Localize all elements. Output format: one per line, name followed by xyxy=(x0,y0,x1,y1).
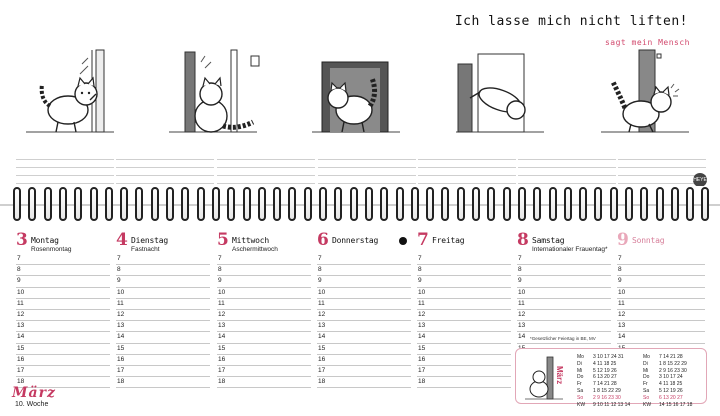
hour-row: 18 xyxy=(116,377,210,388)
spiral-ring xyxy=(44,187,52,221)
mini-calendar-row xyxy=(643,368,692,375)
hour-row: 11 xyxy=(517,299,611,310)
hour-row: 7 xyxy=(517,254,611,265)
hour-row: 15 xyxy=(317,344,411,355)
hour-row: 13 xyxy=(417,321,511,332)
weekday-label: Mi xyxy=(643,367,649,374)
weekday-label: Fr xyxy=(577,381,582,388)
spiral-ring xyxy=(319,187,327,221)
weekday-label: Do xyxy=(577,374,584,381)
hour-row: 8 xyxy=(16,265,110,276)
hour-row: 9 xyxy=(16,276,110,287)
hour-row: 17 xyxy=(217,366,311,377)
weekday-label: Sa xyxy=(577,387,584,394)
spiral-ring xyxy=(487,187,495,221)
hour-row: 17 xyxy=(116,366,210,377)
hour-row: 10 xyxy=(617,288,705,299)
day-number: 7 xyxy=(417,230,429,250)
cat-sitting-at-door-illustration xyxy=(165,44,261,142)
mini-calendar-row xyxy=(643,395,692,402)
spiral-ring xyxy=(212,187,220,221)
spiral-ring xyxy=(288,187,296,221)
week-label: 10. Woche xyxy=(15,401,49,408)
writing-lines-5 xyxy=(418,152,516,184)
hour-row: 11 xyxy=(617,299,705,310)
date-values: 1 8 15 22 29 xyxy=(593,387,621,394)
spiral-ring xyxy=(365,187,373,221)
comic-panel-2 xyxy=(165,44,261,142)
comic-subtitle: sagt mein Mensch xyxy=(604,38,690,47)
day-note: Fastnacht xyxy=(131,246,160,253)
hour-row: 17 xyxy=(16,366,110,377)
weekday-label: Mo xyxy=(643,354,650,360)
spiral-ring xyxy=(334,187,342,221)
mini-calendar-row xyxy=(643,381,692,388)
spiral-ring xyxy=(656,187,664,221)
spiral-ring xyxy=(564,187,572,221)
hour-row: 18 xyxy=(317,377,411,388)
date-values: 5 12 19 26 xyxy=(659,387,683,394)
hour-row: 18 xyxy=(16,377,110,388)
hour-row: 14 xyxy=(417,332,511,343)
mini-calendar-row xyxy=(643,374,692,381)
spiral-ring xyxy=(197,187,205,221)
hour-row: 10 xyxy=(317,288,411,299)
spiral-ring xyxy=(258,187,266,221)
hour-row: 13 xyxy=(517,321,611,332)
date-values: 3 10 17 24 xyxy=(659,374,683,381)
writing-lines-6 xyxy=(518,152,616,184)
date-values: 4 11 18 25 xyxy=(593,360,617,367)
hour-row: 15 xyxy=(16,344,110,355)
day-number: 9 xyxy=(617,230,629,250)
weekday-label: KW xyxy=(577,401,586,408)
spiral-ring xyxy=(74,187,82,221)
mini-calendar-row xyxy=(577,374,630,381)
date-values: 4 11 18 25 xyxy=(659,381,683,388)
hour-row: 16 xyxy=(116,355,210,366)
hour-row: 10 xyxy=(217,288,311,299)
hour-row: 8 xyxy=(317,265,411,276)
hour-row: 12 xyxy=(16,310,110,321)
hour-row: 16 xyxy=(317,355,411,366)
hour-row: 12 xyxy=(617,310,705,321)
spiral-ring xyxy=(166,187,174,221)
date-values: 6 13 20 27 xyxy=(659,394,683,401)
weekday-label: Mo xyxy=(577,354,584,360)
comic-panel-4 xyxy=(452,44,548,142)
spiral-binding xyxy=(0,186,720,224)
hour-row: 11 xyxy=(417,299,511,310)
hour-list xyxy=(217,254,311,388)
hour-list xyxy=(317,254,411,388)
mini-calendar-month-label: März xyxy=(555,366,564,385)
spiral-ring xyxy=(610,187,618,221)
day-name: Montag xyxy=(31,236,59,245)
hour-row: 8 xyxy=(617,265,705,276)
spiral-ring xyxy=(227,187,235,221)
hour-row: 16 xyxy=(417,355,511,366)
hour-row: 14 xyxy=(217,332,311,343)
hour-row: 9 xyxy=(317,276,411,287)
spiral-ring xyxy=(396,187,404,221)
spiral-ring xyxy=(304,187,312,221)
spiral-ring xyxy=(533,187,541,221)
date-values: 7 14 21 28 xyxy=(593,381,617,388)
spiral-ring xyxy=(181,187,189,221)
weekday-label: Di xyxy=(577,360,582,367)
hour-row: 15 xyxy=(217,344,311,355)
day-name: Samstag xyxy=(532,236,565,245)
weekday-label: Di xyxy=(643,360,648,367)
spiral-ring xyxy=(90,187,98,221)
hour-row: 18 xyxy=(417,377,511,388)
writing-lines-3 xyxy=(217,152,315,184)
hour-row: 7 xyxy=(217,254,311,265)
hour-list xyxy=(116,254,210,388)
hour-row: 14 xyxy=(317,332,411,343)
hour-row: 7 xyxy=(317,254,411,265)
spiral-ring xyxy=(28,187,36,221)
hour-row: 10 xyxy=(517,288,611,299)
spiral-ring xyxy=(640,187,648,221)
spiral-ring xyxy=(13,187,21,221)
hour-row: 14 xyxy=(517,332,611,343)
hour-list xyxy=(617,254,705,355)
hour-list xyxy=(417,254,511,388)
cat-lying-in-elevator-illustration xyxy=(452,44,548,142)
brand-badge: HEYE xyxy=(693,173,707,187)
hour-row: 8 xyxy=(116,265,210,276)
day-number: 3 xyxy=(16,230,28,250)
hour-row: 16 xyxy=(16,355,110,366)
day-number: 4 xyxy=(116,230,128,250)
hour-row: 12 xyxy=(317,310,411,321)
day-note: Rosenmontag xyxy=(31,246,72,253)
comic-panel-1 xyxy=(22,44,118,142)
writing-lines-2 xyxy=(116,152,214,184)
comic-panel-3 xyxy=(308,44,404,142)
date-values: 2 9 16 23 30 xyxy=(593,394,621,401)
spiral-ring xyxy=(472,187,480,221)
mini-calendar-row xyxy=(577,354,630,361)
date-values: 5 12 19 26 xyxy=(593,367,617,374)
spiral-ring xyxy=(59,187,67,221)
day-name: Sonntag xyxy=(632,236,665,245)
hour-row: 7 xyxy=(116,254,210,265)
comic-strip xyxy=(0,0,720,186)
hour-list xyxy=(16,254,110,388)
writing-lines-1 xyxy=(16,152,114,184)
hour-row: 10 xyxy=(417,288,511,299)
hour-row: 16 xyxy=(217,355,311,366)
hour-row: 10 xyxy=(116,288,210,299)
spiral-ring xyxy=(671,187,679,221)
spiral-ring xyxy=(625,187,633,221)
day-number: 5 xyxy=(217,230,229,250)
hour-row: 12 xyxy=(217,310,311,321)
hour-row: 12 xyxy=(116,310,210,321)
date-values: 6 13 20 27 xyxy=(593,374,617,381)
spiral-ring xyxy=(594,187,602,221)
hour-row: 7 xyxy=(617,254,705,265)
mini-calendar-row xyxy=(577,395,630,402)
date-values: 7 14 21 28 xyxy=(659,354,683,360)
weekday-label: So xyxy=(643,394,650,401)
spiral-ring xyxy=(549,187,557,221)
mini-calendar-row xyxy=(643,402,692,409)
comic-title: Ich lasse mich nicht liften! xyxy=(454,14,688,29)
hour-row: 17 xyxy=(417,366,511,377)
mini-calendar-row xyxy=(577,402,630,409)
date-values: 1 8 15 22 29 xyxy=(659,360,687,367)
hour-row: 10 xyxy=(16,288,110,299)
month-label: März xyxy=(12,385,56,401)
hour-row: 11 xyxy=(116,299,210,310)
comic-panel-5 xyxy=(597,44,693,142)
weekday-label: Fr xyxy=(643,381,648,388)
day-note: Aschermittwoch xyxy=(232,246,278,253)
mini-calendar-row xyxy=(577,388,630,395)
date-values: 3 10 17 24 31 xyxy=(593,354,624,360)
hour-row: 14 xyxy=(16,332,110,343)
holiday-footnote: *Gesetzlicher Feiertag in BE, MV xyxy=(530,336,596,341)
hour-row: 13 xyxy=(617,321,705,332)
hour-row: 9 xyxy=(417,276,511,287)
hour-row: 18 xyxy=(217,377,311,388)
hour-row: 9 xyxy=(517,276,611,287)
hour-row: 15 xyxy=(116,344,210,355)
hour-row: 7 xyxy=(16,254,110,265)
mini-calendar-april xyxy=(643,354,692,408)
spiral-ring xyxy=(350,187,358,221)
mini-calendar-row xyxy=(577,381,630,388)
hour-row: 9 xyxy=(116,276,210,287)
mini-calendar-row xyxy=(577,361,630,368)
hour-row: 9 xyxy=(617,276,705,287)
hour-row: 13 xyxy=(317,321,411,332)
day-name: Dienstag xyxy=(131,236,168,245)
day-name: Freitag xyxy=(432,236,465,245)
mini-calendar-row xyxy=(577,368,630,375)
cat-pushing-door-illustration xyxy=(22,44,118,142)
hour-row: 11 xyxy=(16,299,110,310)
hour-row: 8 xyxy=(517,265,611,276)
mini-calendar-row xyxy=(643,354,692,361)
weekday-label: KW xyxy=(643,401,652,408)
hour-row: 8 xyxy=(217,265,311,276)
spiral-ring xyxy=(457,187,465,221)
mini-calendar-row xyxy=(643,388,692,395)
weekday-label: Mi xyxy=(577,367,583,374)
spiral-ring xyxy=(151,187,159,221)
day-number: 6 xyxy=(317,230,329,250)
hour-row: 14 xyxy=(617,332,705,343)
hour-row: 14 xyxy=(116,332,210,343)
writing-lines-4 xyxy=(318,152,416,184)
day-name: Donnerstag xyxy=(332,236,379,245)
spiral-ring xyxy=(135,187,143,221)
hour-row: 9 xyxy=(217,276,311,287)
spiral-ring xyxy=(273,187,281,221)
hour-row: 13 xyxy=(116,321,210,332)
spiral-ring xyxy=(701,187,709,221)
cat-entering-elevator-illustration xyxy=(308,44,404,142)
spiral-ring xyxy=(503,187,511,221)
mini-calendar-march xyxy=(577,354,630,408)
hour-row: 12 xyxy=(417,310,511,321)
hour-row: 13 xyxy=(16,321,110,332)
weekday-label: Do xyxy=(643,374,650,381)
spiral-ring xyxy=(120,187,128,221)
spiral-ring xyxy=(411,187,419,221)
hour-row: 15 xyxy=(417,344,511,355)
day-name: Mittwoch xyxy=(232,236,269,245)
spiral-ring xyxy=(441,187,449,221)
weekday-label: Sa xyxy=(643,387,650,394)
day-number: 8 xyxy=(517,230,529,250)
moon-phase-icon xyxy=(399,237,407,245)
hour-row: 17 xyxy=(317,366,411,377)
spiral-ring xyxy=(686,187,694,221)
spiral-ring xyxy=(579,187,587,221)
spiral-ring xyxy=(518,187,526,221)
spiral-ring xyxy=(380,187,388,221)
date-values: 14 15 16 17 18 xyxy=(659,401,693,408)
spiral-ring xyxy=(426,187,434,221)
day-note: Internationaler Frauentag* xyxy=(532,246,608,253)
hour-row: 7 xyxy=(417,254,511,265)
date-values: 2 9 16 23 30 xyxy=(659,367,687,374)
hour-row: 12 xyxy=(517,310,611,321)
spiral-ring xyxy=(243,187,251,221)
hour-row: 8 xyxy=(417,265,511,276)
mini-calendar xyxy=(515,348,707,408)
hour-row: 11 xyxy=(317,299,411,310)
date-values: 9 10 11 12 13 14 xyxy=(593,401,631,408)
cat-walking-away-illustration xyxy=(597,44,693,142)
hour-row: 11 xyxy=(217,299,311,310)
mini-calendar-row xyxy=(643,361,692,368)
hour-row: 13 xyxy=(217,321,311,332)
weekday-label: So xyxy=(577,394,584,401)
spiral-ring xyxy=(105,187,113,221)
